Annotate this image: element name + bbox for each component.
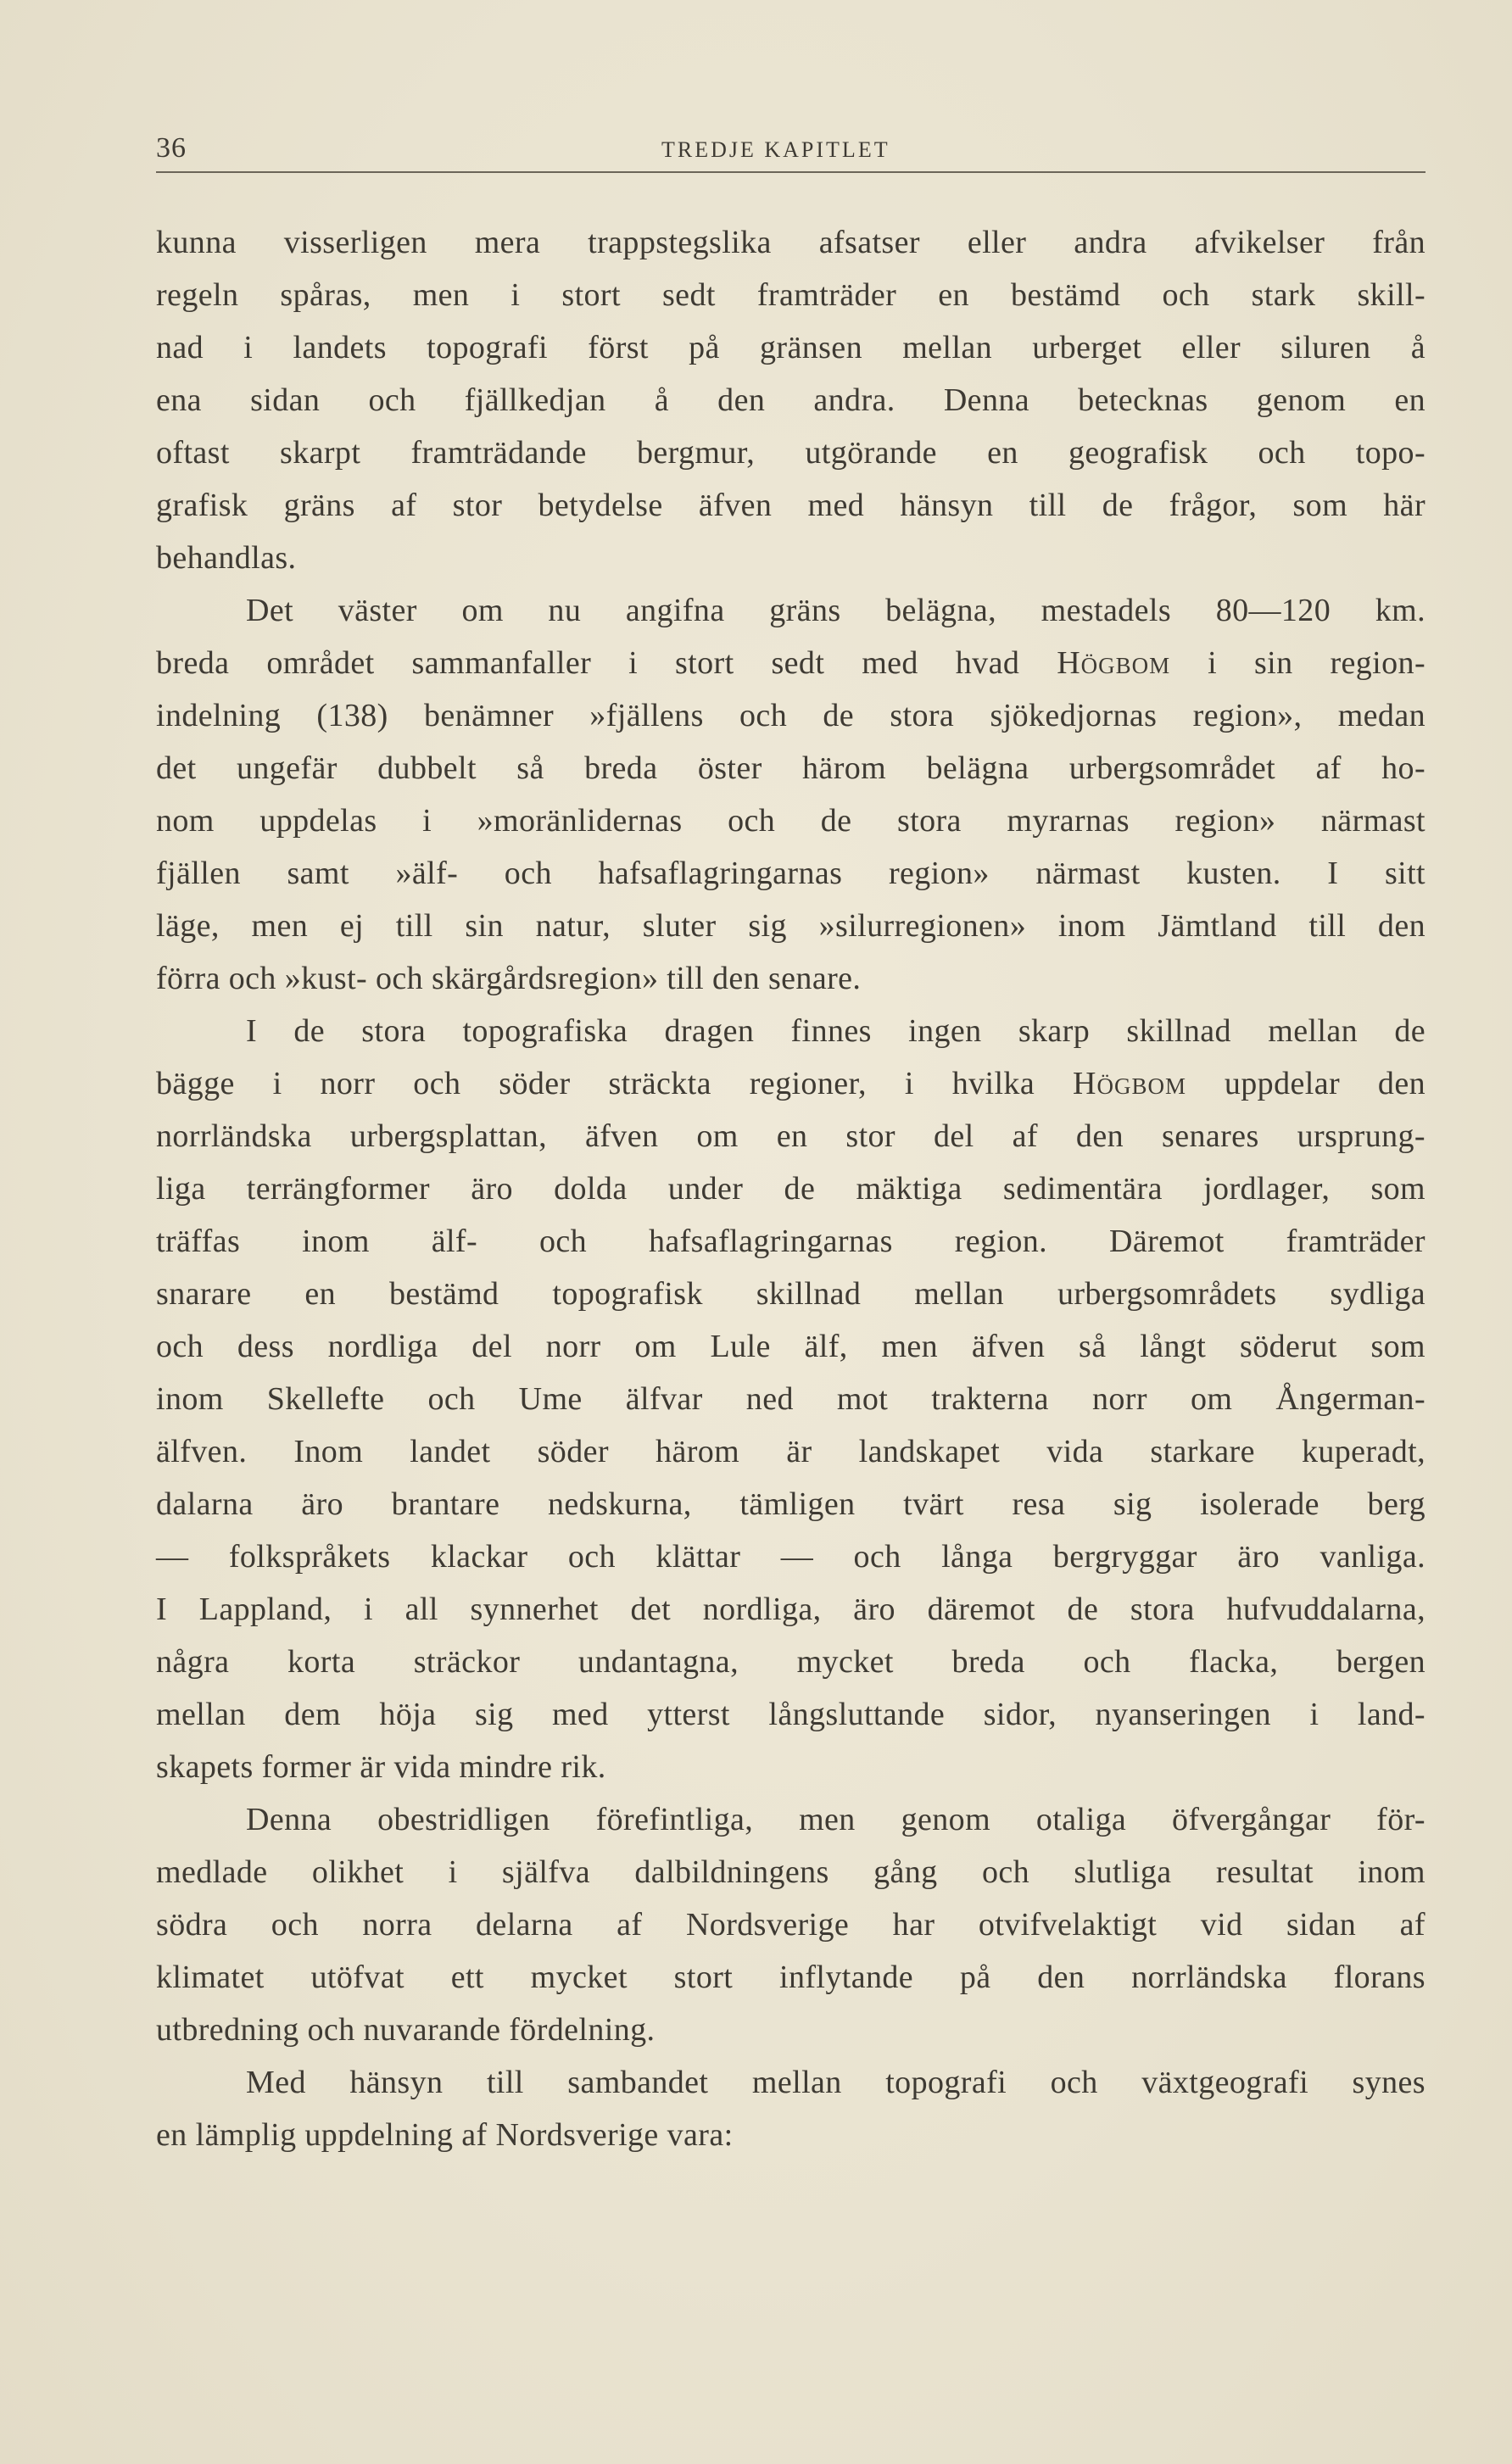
text-line: snarare en bestämd topografisk skillnad mellan urbergsområdets sydliga xyxy=(156,1276,1426,1312)
paragraph-start-line: Det väster om nu angifna gräns belägna, mestadels 80—120 km. xyxy=(246,593,1426,628)
text-line: indelning (138) benämner »fjällens och de stora sjökedjornas region», medan xyxy=(156,698,1426,733)
text-line: läge, men ej till sin natur, sluter sig »silurregionen» inom Jämtland till den xyxy=(156,908,1426,944)
text-line: älfven. Inom landet söder härom är landskapet vida starkare kuperadt, xyxy=(156,1434,1426,1469)
text-line: mellan dem höja sig med ytterst långsluttande sidor, nyanseringen i land- xyxy=(156,1697,1426,1732)
body-text xyxy=(156,216,1426,2161)
text-line: träffas inom älf- och hafsaflagringarnas region. Däremot framträder xyxy=(156,1224,1426,1259)
text-line: några korta sträckor undantagna, mycket breda och flacka, bergen xyxy=(156,1644,1426,1680)
paragraph-start-line: Med hänsyn till sambandet mellan topografi och växtgeografi synes xyxy=(246,2065,1426,2100)
paragraph-start-line: Denna obestridligen förefintliga, men genom otaliga öfvergångar för- xyxy=(246,1802,1426,1837)
text-line: norrländska urbergsplattan, äfven om en stor del af den senares ursprung- xyxy=(156,1118,1426,1154)
text-line: nad i landets topografi först på gränsen mellan urberget eller siluren å xyxy=(156,330,1426,365)
text-line: behandlas. xyxy=(156,540,297,576)
text-line: I Lappland, i all synnerhet det nordliga, äro däremot de stora hufvuddalarna, xyxy=(156,1592,1426,1627)
text-line: — folkspråkets klackar och klättar — och långa bergryggar äro vanliga. xyxy=(156,1539,1426,1575)
author-name: Högbom xyxy=(1073,1066,1186,1101)
text-segment: breda området sammanfaller i stort sedt med hvad xyxy=(156,645,1020,681)
text-segment: uppdelar den xyxy=(1224,1066,1426,1101)
text-segment: bägge i norr och söder sträckta regioner, i hvilka xyxy=(156,1066,1035,1101)
text-line: dalarna äro brantare nedskurna, tämligen tvärt resa sig isolerade berg xyxy=(156,1486,1426,1522)
text-segment: i sin region- xyxy=(1208,645,1426,681)
text-line: utbredning och nuvarande fördelning. xyxy=(156,2012,656,2048)
text-line: förra och »kust- och skärgårdsregion» till den senare. xyxy=(156,961,862,996)
text-line: kunna visserligen mera trappstegslika afsatser eller andra afvikelser från xyxy=(156,225,1426,260)
text-line: oftast skarpt framträdande bergmur, utgörande en geografisk och topo- xyxy=(156,435,1426,471)
text-line: nom uppdelas i »moränlidernas och de stora myrarnas region» närmast xyxy=(156,803,1426,839)
text-line: skapets former är vida mindre rik. xyxy=(156,1749,606,1785)
text-line: det ungefär dubbelt så breda öster härom belägna urbergsområdet af ho- xyxy=(156,750,1426,786)
text-line: och dess nordliga del norr om Lule älf, men äfven så långt söderut som xyxy=(156,1329,1426,1364)
text-line: ena sidan och fjällkedjan å den andra. Denna betecknas genom en xyxy=(156,382,1426,418)
page-number: 36 xyxy=(156,132,187,164)
author-name: Högbom xyxy=(1057,645,1171,681)
text-line-with-author xyxy=(156,1057,1426,1110)
text-line: klimatet utöfvat ett mycket stort inflytande på den norrländska florans xyxy=(156,1959,1426,1995)
text-line: en lämplig uppdelning af Nordsverige vara: xyxy=(156,2117,734,2153)
text-line: liga terrängformer äro dolda under de mäktiga sedimentära jordlager, som xyxy=(156,1171,1426,1207)
text-line: fjällen samt »älf- och hafsaflagringarnas region» närmast kusten. I sitt xyxy=(156,856,1426,891)
text-line: inom Skellefte och Ume älfvar ned mot trakterna norr om Ångerman- xyxy=(156,1381,1426,1417)
text-line: grafisk gräns af stor betydelse äfven med hänsyn till de frågor, som här xyxy=(156,488,1426,523)
page-header xyxy=(156,127,1426,173)
running-head: TREDJE KAPITLET xyxy=(661,137,890,162)
text-line: medlade olikhet i själfva dalbildningens gång och slutliga resultat inom xyxy=(156,1854,1426,1890)
text-line: regeln spåras, men i stort sedt framträder en bestämd och stark skill- xyxy=(156,277,1426,313)
text-line: södra och norra delarna af Nordsverige har otvifvelaktigt vid sidan af xyxy=(156,1907,1426,1943)
text-line-with-author xyxy=(156,637,1426,689)
paragraph-start-line: I de stora topografiska dragen finnes ingen skarp skillnad mellan de xyxy=(246,1013,1426,1049)
